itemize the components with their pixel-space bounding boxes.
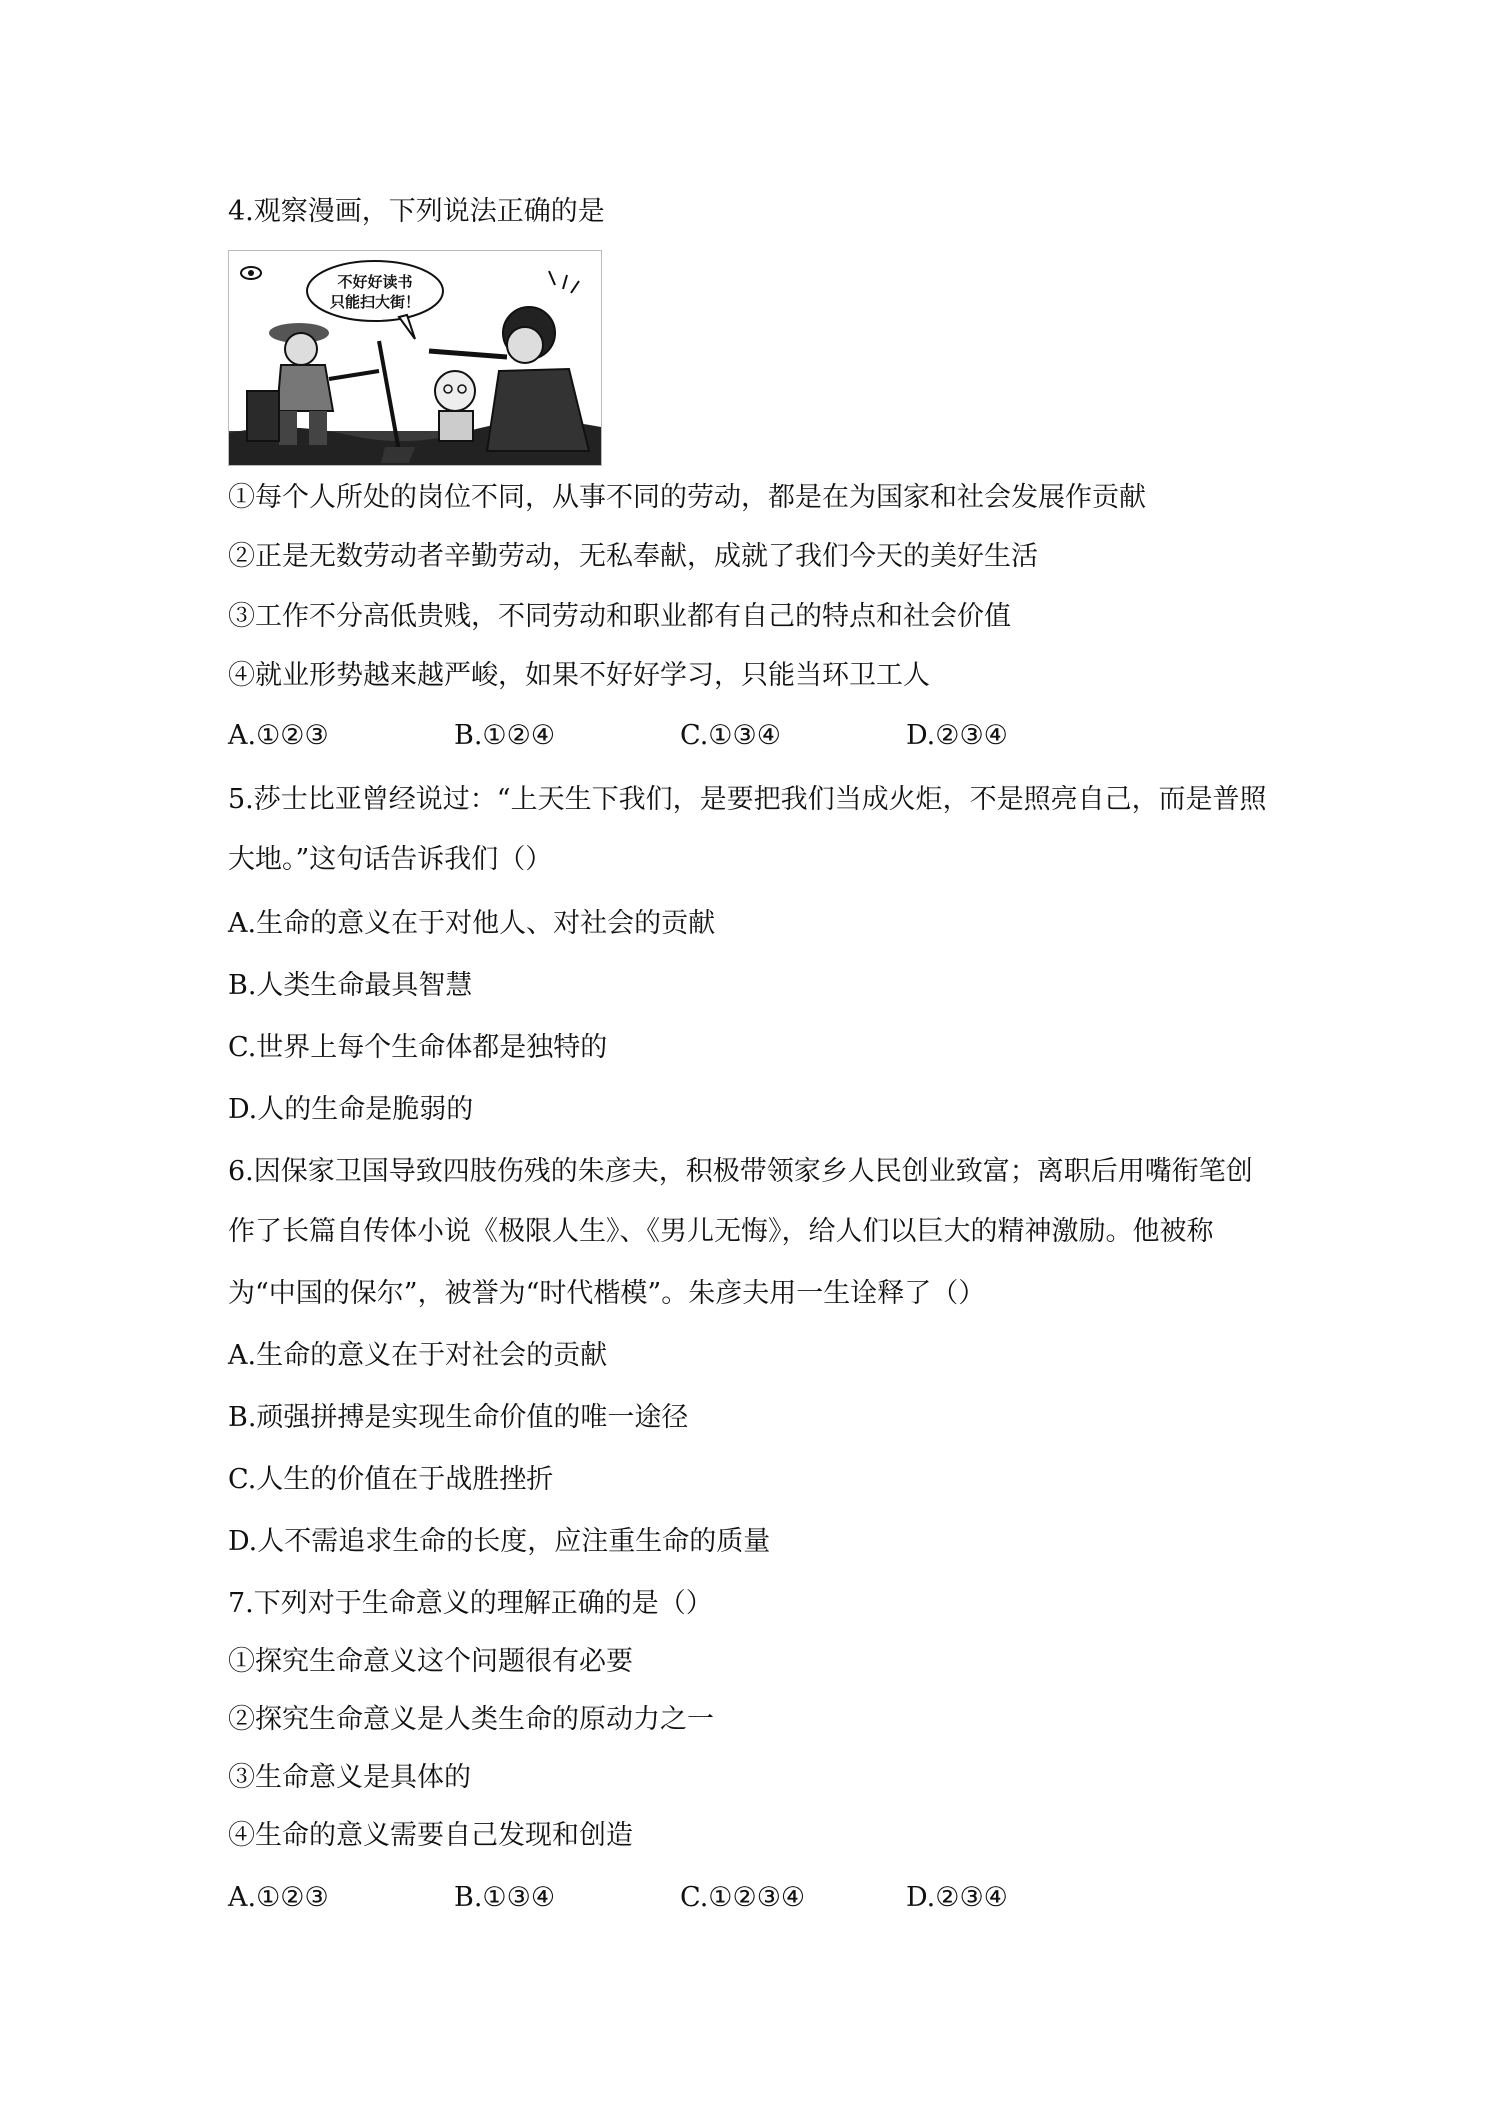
q6-stem-line-2: 作了长篇自传体小说《极限人生》、《男儿无悔》，给人们以巨大的精神激励。他被称 bbox=[228, 1216, 1214, 1247]
comic-image bbox=[228, 250, 602, 466]
q7-item-2: ②探究生命意义是人类生命的原动力之一 bbox=[228, 1704, 714, 1735]
q7-item-3: ③生命意义是具体的 bbox=[228, 1762, 471, 1793]
q4-item-1: ①每个人所处的岗位不同，从事不同的劳动，都是在为国家和社会发展作贡献 bbox=[228, 482, 1146, 513]
q4-item-2: ②正是无数劳动者辛勤劳动，无私奉献，成就了我们今天的美好生活 bbox=[228, 541, 1038, 572]
child-figure bbox=[435, 371, 475, 441]
q7-stem: 7.下列对于生命意义的理解正确的是（） bbox=[228, 1588, 713, 1619]
bubble-line-2: 只能扫大街！ bbox=[329, 293, 421, 311]
q5-stem-line-2: 大地。”这句话告诉我们（） bbox=[228, 844, 553, 875]
q6-option-d[interactable]: D.人不需追求生命的长度，应注重生命的质量 bbox=[228, 1526, 771, 1557]
q4-item-4: ④就业形势越来越严峻，如果不好好学习，只能当环卫工人 bbox=[228, 660, 930, 691]
q7-item-4: ④生命的意义需要自己发现和创造 bbox=[228, 1820, 633, 1851]
q6-option-a[interactable]: A.生命的意义在于对社会的贡献 bbox=[228, 1340, 608, 1371]
q6-stem-line-3: 为“中国的保尔”，被誉为“时代楷模”。朱彦夫用一生诠释了（） bbox=[228, 1278, 986, 1309]
q4-item-3: ③工作不分高低贵贱，不同劳动和职业都有自己的特点和社会价值 bbox=[228, 601, 1011, 632]
q7-option-b[interactable]: B.①③④ bbox=[454, 1882, 556, 1913]
q6-stem-line-1: 6.因保家卫国导致四肢伤残的朱彦夫，积极带领家乡人民创业致富；离职后用嘴衔笔创 bbox=[228, 1156, 1253, 1187]
q7-option-d[interactable]: D.②③④ bbox=[906, 1882, 1008, 1913]
q4-option-a[interactable]: A.①②③ bbox=[228, 720, 329, 751]
q5-option-b[interactable]: B.人类生命最具智慧 bbox=[228, 970, 473, 1001]
bubble-line-1: 不好好读书 bbox=[337, 273, 413, 291]
q4-option-b[interactable]: B.①②④ bbox=[454, 720, 556, 751]
q7-item-1: ①探究生命意义这个问题很有必要 bbox=[228, 1646, 633, 1677]
q5-option-c[interactable]: C.世界上每个生命体都是独特的 bbox=[228, 1032, 608, 1063]
q6-option-c[interactable]: C.人生的价值在于战胜挫折 bbox=[228, 1464, 554, 1495]
q4-option-c[interactable]: C.①③④ bbox=[680, 720, 781, 751]
q5-stem-line-1: 5.莎士比亚曾经说过：“上天生下我们，是要把我们当成火炬，不是照亮自己，而是普照 bbox=[228, 784, 1267, 815]
q4-option-d[interactable]: D.②③④ bbox=[906, 720, 1008, 751]
q5-option-a[interactable]: A.生命的意义在于对他人、对社会的贡献 bbox=[228, 908, 716, 939]
q5-option-d[interactable]: D.人的生命是脆弱的 bbox=[228, 1094, 474, 1125]
comic-illustration bbox=[229, 251, 601, 465]
q6-option-b[interactable]: B.顽强拼搏是实现生命价值的唯一途径 bbox=[228, 1402, 689, 1433]
q4-stem: 4.观察漫画，下列说法正确的是 bbox=[228, 196, 605, 227]
q7-option-c[interactable]: C.①②③④ bbox=[680, 1882, 806, 1913]
q7-option-a[interactable]: A.①②③ bbox=[228, 1882, 329, 1913]
